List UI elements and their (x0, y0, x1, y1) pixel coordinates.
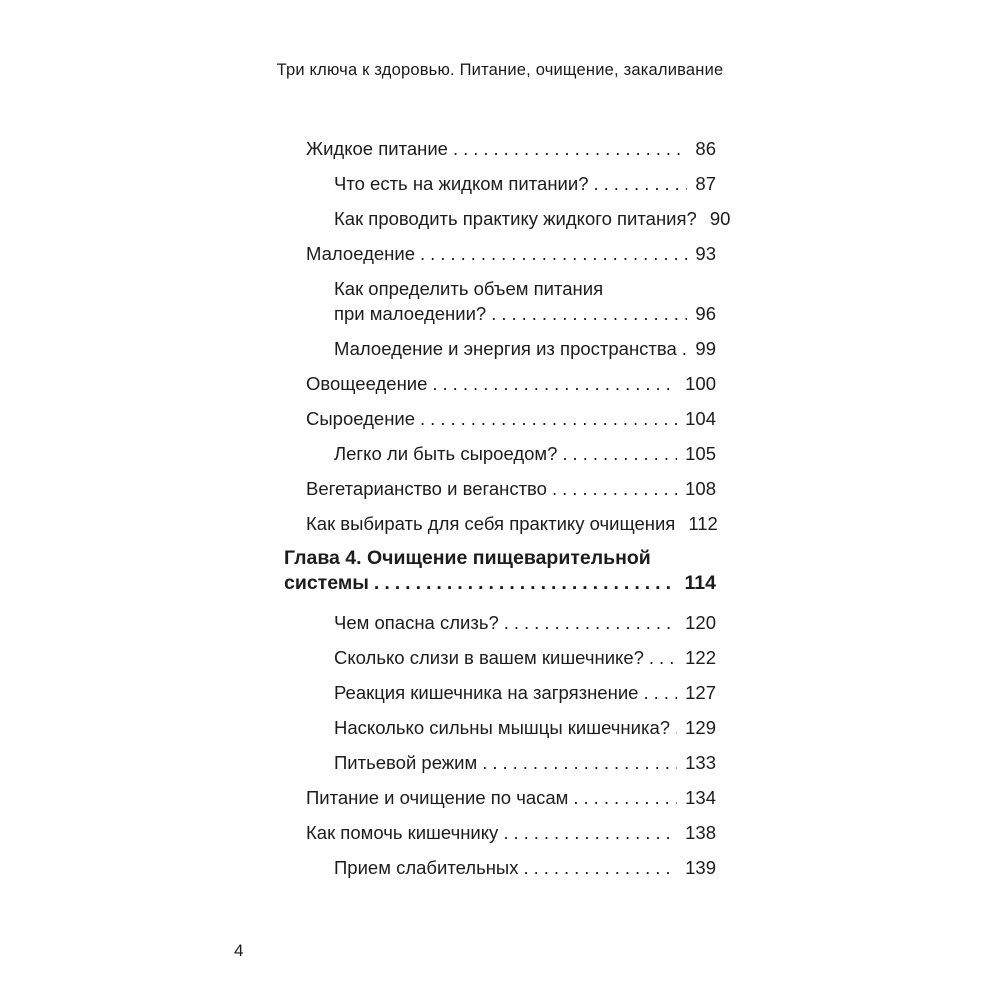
dot-leader (491, 301, 687, 326)
toc-entry-main (306, 406, 716, 431)
toc-entry-main (306, 476, 716, 501)
toc-entry (284, 610, 716, 635)
toc-entry-main (306, 785, 716, 810)
toc-page-number: 129 (685, 717, 716, 738)
toc-page-number: 138 (685, 822, 716, 843)
toc-entry-main (284, 571, 716, 596)
toc-entry (284, 680, 716, 705)
toc-page-number: 86 (695, 138, 716, 159)
toc-page-number: 120 (685, 612, 716, 633)
dot-leader (503, 820, 677, 845)
toc-entry (284, 820, 716, 845)
dot-leader (594, 171, 688, 196)
toc-entry-main (306, 136, 716, 161)
toc-entry-main (306, 820, 716, 845)
toc-entry (284, 855, 716, 880)
toc-page-number: 114 (684, 572, 716, 594)
toc-entry-main (334, 206, 731, 231)
toc-entry (284, 171, 716, 196)
toc-entry-text: Вегетарианство и веганство (306, 478, 547, 499)
toc-entry-main (334, 645, 716, 670)
toc-entry-main (334, 855, 716, 880)
toc-chapter-entry (284, 546, 716, 596)
dot-leader (420, 406, 677, 431)
toc-entry-main (306, 371, 716, 396)
dot-leader (552, 476, 677, 501)
toc-entry (284, 136, 716, 161)
toc-page-number: 139 (685, 857, 716, 878)
toc-entry-main (306, 241, 716, 266)
toc-list (284, 136, 731, 880)
toc-page-number: 112 (688, 513, 718, 534)
toc-entry-text: Реакция кишечника на загрязнение (334, 682, 639, 703)
toc-entry-main (334, 301, 716, 326)
dot-leader (562, 441, 677, 466)
toc-page-number: 108 (685, 478, 716, 499)
toc-entry (284, 206, 731, 231)
toc-entry-text: Питьевой режим (334, 752, 478, 773)
toc-entry-text: Глава 4. Очищение пищеварительной (284, 547, 651, 569)
dot-leader (432, 371, 677, 396)
toc-page-number: 127 (685, 682, 716, 703)
toc-entry-text: Как помочь кишечнику (306, 822, 499, 843)
toc-entry (284, 276, 716, 326)
toc-entry-main (334, 750, 716, 775)
table-of-contents (284, 136, 731, 890)
toc-entry-text: Жидкое питание (306, 138, 448, 159)
toc-entry-main (334, 171, 716, 196)
toc-entry (284, 785, 716, 810)
toc-entry (284, 715, 716, 740)
toc-entry (284, 645, 716, 670)
dot-leader (523, 855, 677, 880)
dot-leader (420, 241, 687, 266)
toc-entry-text: Прием слабительных (334, 857, 519, 878)
dot-leader (482, 750, 677, 775)
toc-entry (284, 336, 716, 361)
toc-entry-text: Сыроедение (306, 408, 416, 429)
toc-entry-text: Насколько сильны мышцы кишечника? (334, 717, 671, 738)
toc-entry-text: системы (284, 572, 369, 594)
toc-entry-text: Как определить объем питания (334, 278, 604, 299)
toc-entry-main (334, 441, 716, 466)
toc-page-number: 134 (685, 787, 716, 808)
toc-entry-main (306, 511, 716, 536)
dot-leader (374, 571, 677, 596)
toc-entry-text: Питание и очищение по часам (306, 787, 569, 808)
dot-leader (643, 680, 677, 705)
toc-entry (284, 371, 716, 396)
toc-entry-text: Сколько слизи в вашем кишечнике? (334, 647, 644, 668)
toc-entry-main (334, 680, 716, 705)
toc-entry-text: Овощеедение (306, 373, 428, 394)
toc-page-number: 122 (685, 647, 716, 668)
toc-entry-text: Малоедение (306, 243, 416, 264)
toc-page-number: 104 (685, 408, 716, 429)
toc-entry-text: Легко ли быть сыроедом? (334, 443, 558, 464)
toc-entry-text: Как выбирать для себя практику очищения (306, 513, 676, 534)
toc-entry-text: при малоедении? (334, 303, 487, 324)
toc-page-number: 93 (695, 243, 716, 264)
dot-leader (649, 645, 677, 670)
toc-entry (284, 406, 716, 431)
toc-entry-text: Как проводить практику жидкого питания? (334, 208, 697, 229)
toc-entry (284, 750, 716, 775)
dot-leader (675, 715, 677, 740)
dot-leader (682, 336, 688, 361)
toc-page-number: 96 (695, 303, 716, 324)
toc-entry (284, 511, 716, 536)
toc-page-number: 99 (695, 338, 716, 359)
running-header: Три ключа к здоровью. Питание, очищение, закаливание (276, 61, 724, 79)
toc-page-number: 100 (685, 373, 716, 394)
toc-entry-main (334, 715, 716, 740)
dot-leader (453, 136, 687, 161)
toc-entry (284, 241, 716, 266)
dot-leader (504, 610, 677, 635)
toc-page-number: 90 (709, 208, 731, 229)
toc-entry-main (334, 336, 716, 361)
toc-entry-text: Чем опасна слизь? (334, 612, 499, 633)
toc-page-number: 105 (685, 443, 716, 464)
toc-entry (284, 441, 716, 466)
toc-page-number: 133 (685, 752, 716, 773)
toc-entry (284, 476, 716, 501)
toc-entry-text: Что есть на жидком питании? (334, 173, 589, 194)
toc-entry-text: Малоедение и энергия из пространства (334, 338, 677, 359)
toc-page-number: 87 (695, 173, 716, 194)
dot-leader (573, 785, 677, 810)
toc-entry-main (334, 610, 716, 635)
folio-page-number: 4 (234, 941, 244, 960)
